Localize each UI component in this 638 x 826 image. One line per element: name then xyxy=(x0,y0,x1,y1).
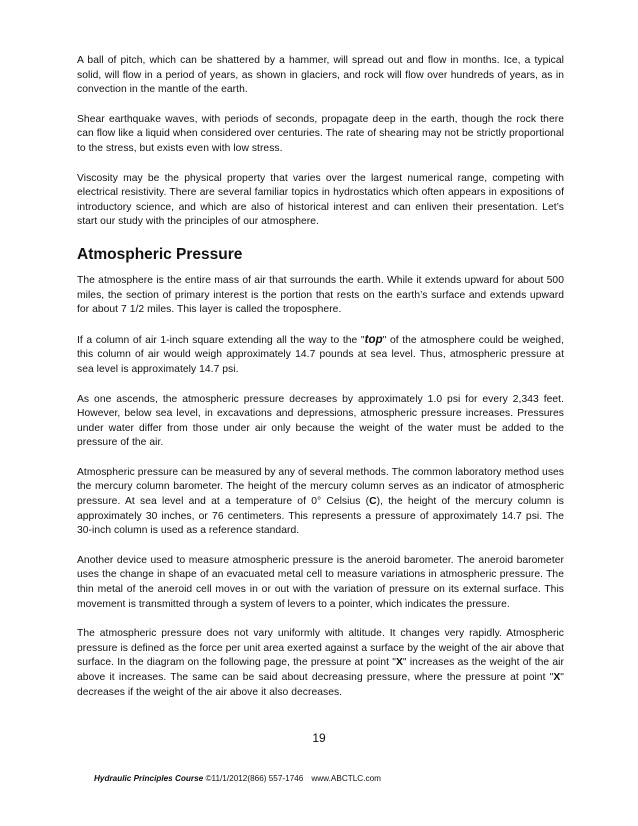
paragraph-altitude xyxy=(77,627,564,700)
paragraph-air-column xyxy=(77,333,564,378)
footer-copyright: ©11/1/2012 xyxy=(205,774,248,783)
paragraph-aneroid-barometer: Another device used to measure atmospheric pressure is the aneroid barometer. The aneroid barometer uses the change in shape of an evacuated metal cell to measure variations in atmospheric pressure. The thin metal of the aneroid cell moves in or out with the variation of pressure on its external surface. This movement is transmitted through a system of levers to a pointer, which indicates the pressure. xyxy=(77,554,564,610)
mercury-text-a: Atmospheric pressure can be measured by any of several methods. The common laboratory method uses the mercury column barometer. The height of the mercury column serves as an indicator of atmospheric pressure. At sea level and at a temperature of 0° Celsius ( xyxy=(77,466,564,508)
point-x-label: X xyxy=(395,657,403,669)
section-heading: Atmospheric Pressure xyxy=(77,245,243,263)
mercury-text-b: ), the height of the mercury column is approximately 30 inches, or 76 centimeters. This represents a pressure of approximately 14.7 psi. The 30-inch column is used as a reference standard. xyxy=(77,496,564,537)
page-number: 19 xyxy=(312,731,326,745)
footer-phone: (866) 557-1746 xyxy=(247,774,304,783)
footer-website: www.ABCTLC.com xyxy=(311,774,381,783)
altitude-text-a: The atmospheric pressure does not vary uniformly with altitude. It changes very rapidly. Atmospheric pressure is defined as the force per unit area exerted against a surface by the weight of the air above that surface. In the diagram on the following page, the pressure at point " xyxy=(77,628,564,669)
celsius-symbol: C xyxy=(369,496,377,508)
paragraph-mercury-barometer xyxy=(77,466,564,539)
paragraph-troposphere: The atmosphere is the entire mass of air that surrounds the earth. While it extends upward for about 500 miles, the section of primary interest is the portion that rests on the earth’s surface and extends upward for about 7 1/2 miles. This layer is called the troposphere. xyxy=(77,274,564,316)
paragraph-viscosity: Viscosity may be the physical property that varies over the largest numerical range, competing with electrical resistivity. There are several familiar topics in hydrostatics which often appears in expositions of introductory science, and which are also of historical interest and can enliven their presentation. Let’s start our study with the principles of our atmosphere. xyxy=(77,172,564,228)
paragraph-shear-waves: Shear earthquake waves, with periods of seconds, propagate deep in the earth, though the rock there can flow like a liquid when considered over centuries. The rate of shearing may not be strictly proportional to the stress, but exists even with low stress. xyxy=(77,113,564,154)
paragraph-pitch: A ball of pitch, which can be shattered by a hammer, will spread out and flow in months. Ice, a typical solid, will flow in a period of years, as shown in glaciers, and rock will flow over hundreds of years, as in convection in the mantle of the earth. xyxy=(77,55,564,96)
altitude-text-c: " decreases if the weight of the air above it also decreases. xyxy=(77,672,564,698)
altitude-text-b: " increases as the weight of the air above it increases. The same can be said about decreasing pressure, where the pressure at point " xyxy=(77,657,564,683)
page-footer xyxy=(94,773,381,784)
top-emphasis: top xyxy=(364,333,383,346)
page-content xyxy=(77,54,564,715)
air-column-text-b: " of the atmosphere could be weighed, this column of air would weigh approximately 14.7 pounds at sea level. Thus, atmospheric pressure at sea level is approximately 14.7 psi. xyxy=(77,334,564,375)
air-column-text-a: If a column of air 1-inch square extending all the way to the " xyxy=(77,334,365,346)
footer-course-title: Hydraulic Principles Course xyxy=(94,774,204,783)
paragraph-ascend: As one ascends, the atmospheric pressure decreases by approximately 1.0 psi for every 2,343 feet. However, below sea level, in excavations and depressions, atmospheric pressure increases. Pressures under water differ from those under air only because the weight of the water must be added to the pressure of the air. xyxy=(77,393,564,449)
point-x-label: X xyxy=(553,672,561,683)
